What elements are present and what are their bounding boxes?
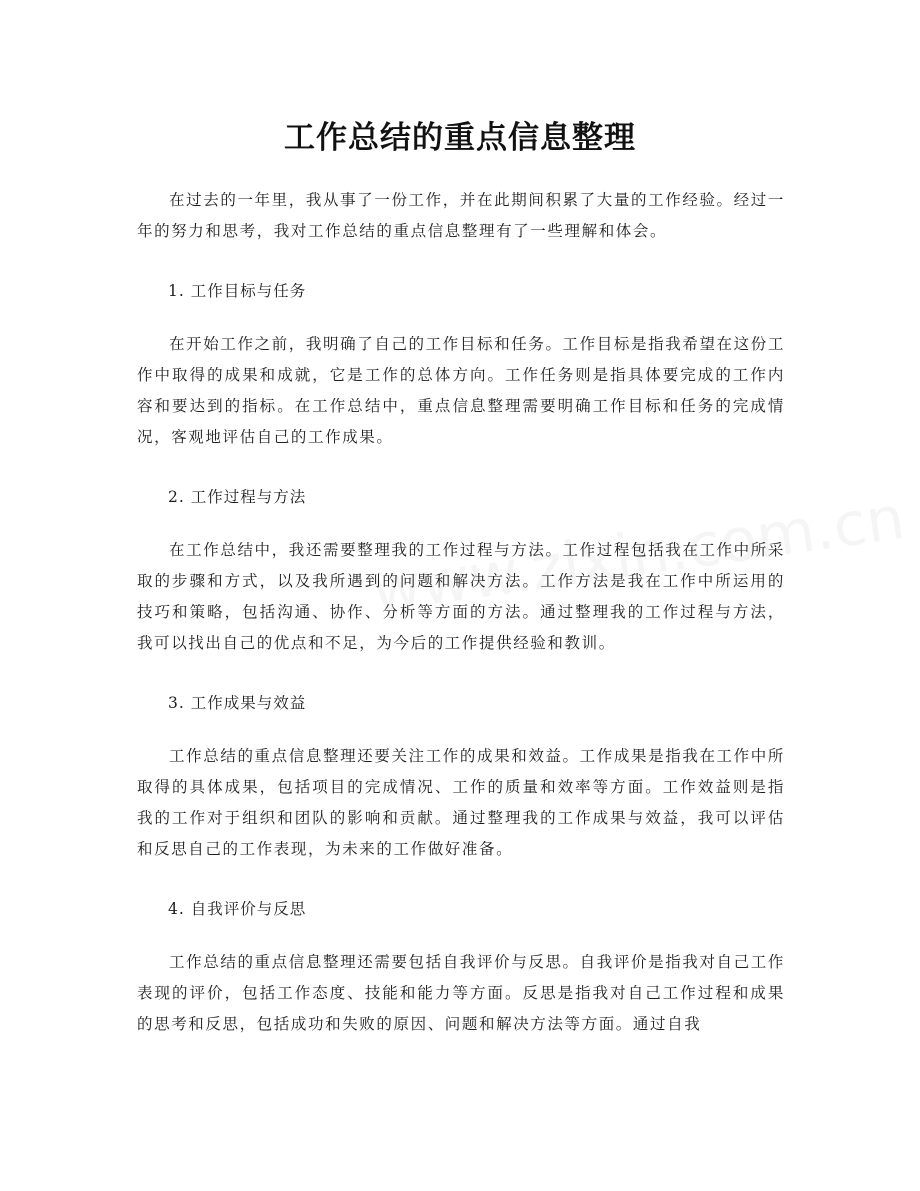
section-paragraph: 在工作总结中，我还需要整理我的工作过程与方法。工作过程包括我在工作中所采取的步骤和方式，以及我所遇到的问题和解决方法。工作方法是我在工作中所运用的技巧和策略，包括沟通、协作、分析等方面的方法。通过整理我的工作过程与方法，我可以找出自己的优点和不足，为今后的工作提供经验和教训。 (137, 541, 785, 652)
section-heading: 2. 工作过程与方法 (168, 488, 307, 506)
section-heading: 3. 工作成果与效益 (168, 694, 307, 712)
section-paragraph: 工作总结的重点信息整理还要关注工作的成果和效益。工作成果是指我在工作中所取得的具体成果，包括项目的完成情况、工作的质量和效率等方面。工作效益则是指我的工作对于组织和团队的影响和贡献。通过整理我的工作成果与效益，我可以评估和反思自己的工作表现，为未来的工作做好准备。 (137, 747, 785, 858)
document-title: 工作总结的重点信息整理 (284, 120, 636, 156)
document-body (137, 185, 785, 1069)
section-heading: 1. 工作目标与任务 (168, 282, 307, 300)
intro-paragraph: 在过去的一年里，我从事了一份工作，并在此期间积累了大量的工作经验。经过一年的努力和思考，我对工作总结的重点信息整理有了一些理解和体会。 (137, 191, 785, 240)
section-paragraph: 在开始工作之前，我明确了自己的工作目标和任务。工作目标是指我希望在这份工作中取得的成果和成就，它是工作的总体方向。工作任务则是指具体要完成的工作内容和要达到的指标。在工作总结中，重点信息整理需要明确工作目标和任务的完成情况，客观地评估自己的工作成果。 (137, 335, 785, 446)
section-paragraph: 工作总结的重点信息整理还需要包括自我评价与反思。自我评价是指我对自己工作表现的评价，包括工作态度、技能和能力等方面。反思是指我对自己工作过程和成果的思考和反思，包括成功和失败的原因、问题和解决方法等方面。通过自我 (137, 953, 785, 1033)
section-heading: 4. 自我评价与反思 (168, 900, 307, 918)
